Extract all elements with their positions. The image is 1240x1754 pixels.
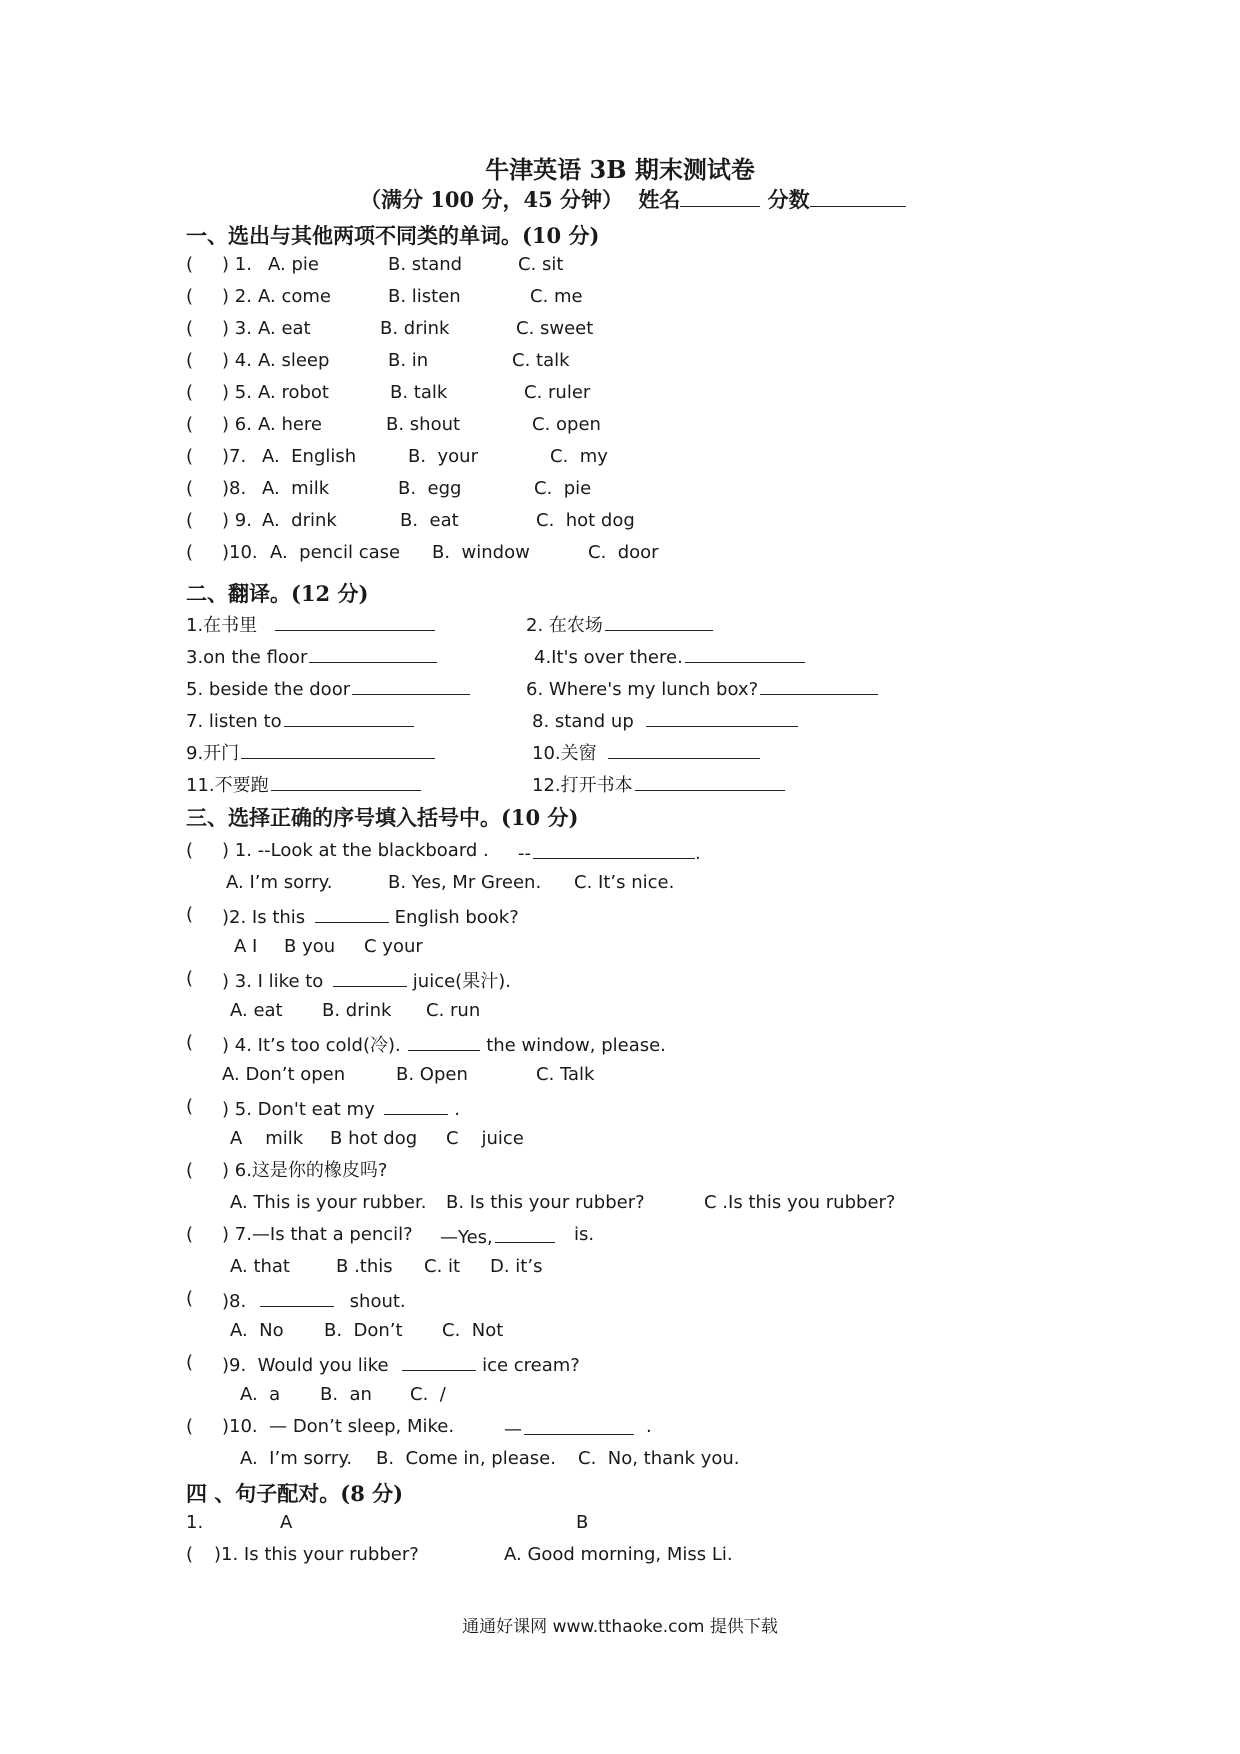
section-1-heading: 一、选出与其他两项不同类的单词。(10 分) <box>186 223 600 248</box>
option: C. Not <box>442 1320 504 1341</box>
section-1-item <box>0 412 1240 438</box>
question-1-options <box>0 870 1240 896</box>
translate-row <box>186 642 1086 668</box>
matching-item-1: ( )1. Is this your rubber? A. Good morning, Miss Li. <box>186 1544 733 1565</box>
question-8-options <box>0 1318 1240 1344</box>
section-1-item <box>0 284 1240 310</box>
option: B you <box>284 936 336 957</box>
translate-item: 6. Where's my lunch box? <box>526 674 878 703</box>
question-6-options <box>0 1190 1240 1216</box>
matching-header: 1. A B <box>0 1510 1240 1536</box>
item-number: ) 2. <box>222 286 252 307</box>
answer-paren: ( <box>186 382 194 403</box>
question-6: ( ) 6.这是你的橡皮吗? <box>186 1160 388 1181</box>
item-number: ) 3. <box>222 318 252 339</box>
section-1-item <box>0 508 1240 534</box>
question-10-options <box>0 1446 1240 1472</box>
column-a-label: A <box>280 1512 293 1533</box>
option-c: C. hot dog <box>536 510 635 531</box>
answer-paren: ( <box>186 414 194 435</box>
option-b: B. your <box>408 446 478 467</box>
translate-item: 3.on the floor <box>186 642 437 671</box>
translate-item: 8. stand up <box>532 706 798 735</box>
option-b: B. shout <box>386 414 461 435</box>
option: B. Come in, please. <box>376 1448 556 1469</box>
translate-row <box>186 674 1086 700</box>
question-7-options <box>0 1254 1240 1280</box>
translate-item: 7. listen to <box>186 706 414 735</box>
item-number: ) 5. <box>222 382 252 403</box>
option-a: A. milk <box>262 478 330 499</box>
option: B .this <box>336 1256 393 1277</box>
option: A. This is your rubber. <box>230 1192 427 1213</box>
item-number: ) 9. <box>222 510 252 531</box>
answer-paren: ( <box>186 510 194 531</box>
option: C juice <box>446 1128 524 1149</box>
option: A. Don’t open <box>222 1064 346 1085</box>
option-b: B. listen <box>388 286 461 307</box>
option: B. an <box>320 1384 372 1405</box>
option: C. run <box>426 1000 481 1021</box>
option: D. it’s <box>490 1256 543 1277</box>
option-c: C. sweet <box>516 318 594 339</box>
option-a: A. come <box>258 286 331 307</box>
option: C. / <box>410 1384 446 1405</box>
translate-row <box>186 770 1086 796</box>
option-c: C. talk <box>512 350 570 371</box>
question-4-options <box>0 1062 1240 1088</box>
translate-item: 2. 在农场 <box>526 610 713 639</box>
name-label: 姓名 <box>638 187 681 212</box>
section-4-heading: 四 、句子配对。(8 分) <box>186 1481 404 1506</box>
section-1-item <box>0 348 1240 374</box>
item-number: ) 1. <box>222 254 252 275</box>
option-c: C. my <box>550 446 608 467</box>
question-7: ( ) 7.—Is that a pencil? —Yes, is. <box>186 1224 595 1248</box>
translate-item: 10.关窗 <box>532 738 760 767</box>
option: B. Is this your rubber? <box>446 1192 645 1213</box>
option-b: B. eat <box>400 510 459 531</box>
option-a: A. here <box>258 414 323 435</box>
option-a: A. pie <box>268 254 319 275</box>
translate-row <box>186 738 1086 764</box>
question-3-options <box>0 998 1240 1024</box>
option-c: C. ruler <box>524 382 591 403</box>
answer-paren: ( <box>186 446 194 467</box>
option: A. I’m sorry. <box>240 1448 353 1469</box>
question-10: ( )10. — Don’t sleep, Mike. — . <box>186 1416 652 1440</box>
translate-item: 1.在书里 <box>186 610 435 639</box>
option-b: B. drink <box>380 318 450 339</box>
section-1-item <box>0 540 1240 566</box>
option: A. a <box>240 1384 281 1405</box>
translate-item: 5. beside the door <box>186 674 470 703</box>
page-footer: 通通好课网 www.tthaoke.com 提供下载 <box>462 1617 778 1637</box>
question-2-options <box>0 934 1240 960</box>
translate-row <box>186 706 1086 732</box>
option-c: C. sit <box>518 254 564 275</box>
option-a: A. eat <box>258 318 311 339</box>
option: C. It’s nice. <box>574 872 675 893</box>
option: B. Yes, Mr Green. <box>388 872 542 893</box>
option-b: B. talk <box>390 382 448 403</box>
option: A. No <box>230 1320 284 1341</box>
score-blank <box>810 188 906 207</box>
question-5: ( ) 5. Don't eat my . <box>186 1096 460 1120</box>
translate-item: 4.It's over there. <box>534 642 805 671</box>
option-c: C. me <box>530 286 583 307</box>
option: C. it <box>424 1256 461 1277</box>
translate-item: 12.打开书本 <box>532 770 785 799</box>
option: A milk <box>230 1128 304 1149</box>
translate-item: 9.开门 <box>186 738 435 767</box>
section-3-heading: 三、选择正确的序号填入括号中。(10 分) <box>186 805 579 830</box>
question-8: ( )8. shout. <box>186 1288 406 1312</box>
item-number: ) 6. <box>222 414 252 435</box>
question-5-options <box>0 1126 1240 1152</box>
option: B. Open <box>396 1064 468 1085</box>
question-9: ( )9. Would you like ice cream? <box>186 1352 580 1376</box>
option: B. drink <box>322 1000 392 1021</box>
answer-paren: ( <box>186 318 194 339</box>
option-a: A. English <box>262 446 357 467</box>
option-b: B. window <box>432 542 530 563</box>
translate-row <box>186 610 1086 636</box>
option: C. Talk <box>536 1064 595 1085</box>
option-c: C. door <box>588 542 659 563</box>
option: A. eat <box>230 1000 283 1021</box>
section-1-item <box>0 316 1240 342</box>
question-9-options <box>0 1382 1240 1408</box>
option: A I <box>234 936 258 957</box>
name-blank <box>680 188 760 207</box>
section-1-item <box>0 444 1240 470</box>
option: C .Is this you rubber? <box>704 1192 896 1213</box>
question-4: ( ) 4. It’s too cold(冷). the window, please. <box>186 1032 666 1056</box>
option-c: C. pie <box>534 478 592 499</box>
translate-item: 11.不要跑 <box>186 770 421 799</box>
option-c: C. open <box>532 414 601 435</box>
option: C. No, thank you. <box>578 1448 740 1469</box>
exam-subtitle <box>360 184 906 214</box>
option: B. Don’t <box>324 1320 403 1341</box>
column-b-label: B <box>576 1512 589 1533</box>
score-label: 分数 <box>767 187 810 212</box>
option: A. that <box>230 1256 290 1277</box>
option-a: A. robot <box>258 382 329 403</box>
section-1-item <box>0 380 1240 406</box>
option: A. I’m sorry. <box>226 872 333 893</box>
option-b: B. egg <box>398 478 462 499</box>
answer-paren: ( <box>186 286 194 307</box>
option-a: A. pencil case <box>270 542 401 563</box>
option-a: A. sleep <box>258 350 330 371</box>
item-number: )8. <box>222 478 247 499</box>
item-number: )7. <box>222 446 247 467</box>
section-2-heading: 二、翻译。(12 分) <box>186 581 369 606</box>
answer-paren: ( <box>186 478 194 499</box>
section-1-item <box>0 252 1240 278</box>
question-3: ( ) 3. I like to juice(果汁). <box>186 968 511 992</box>
item-number: )10. <box>222 542 258 563</box>
option: C your <box>364 936 423 957</box>
page-title: 牛津英语 3B 期末测试卷 <box>485 155 755 184</box>
section-1-item <box>0 476 1240 502</box>
item-number: ) 4. <box>222 350 252 371</box>
answer-paren: ( <box>186 254 194 275</box>
option-a: A. drink <box>262 510 337 531</box>
answer-paren: ( <box>186 350 194 371</box>
option: B hot dog <box>330 1128 418 1149</box>
exam-info: （满分 100 分，45 分钟） <box>360 187 623 212</box>
question-2: ( )2. Is this English book? <box>186 904 519 928</box>
question-1: ( ) 1. --Look at the blackboard . -- . <box>186 840 701 864</box>
answer-paren: ( <box>186 542 194 563</box>
option-b: B. in <box>388 350 429 371</box>
option-b: B. stand <box>388 254 463 275</box>
